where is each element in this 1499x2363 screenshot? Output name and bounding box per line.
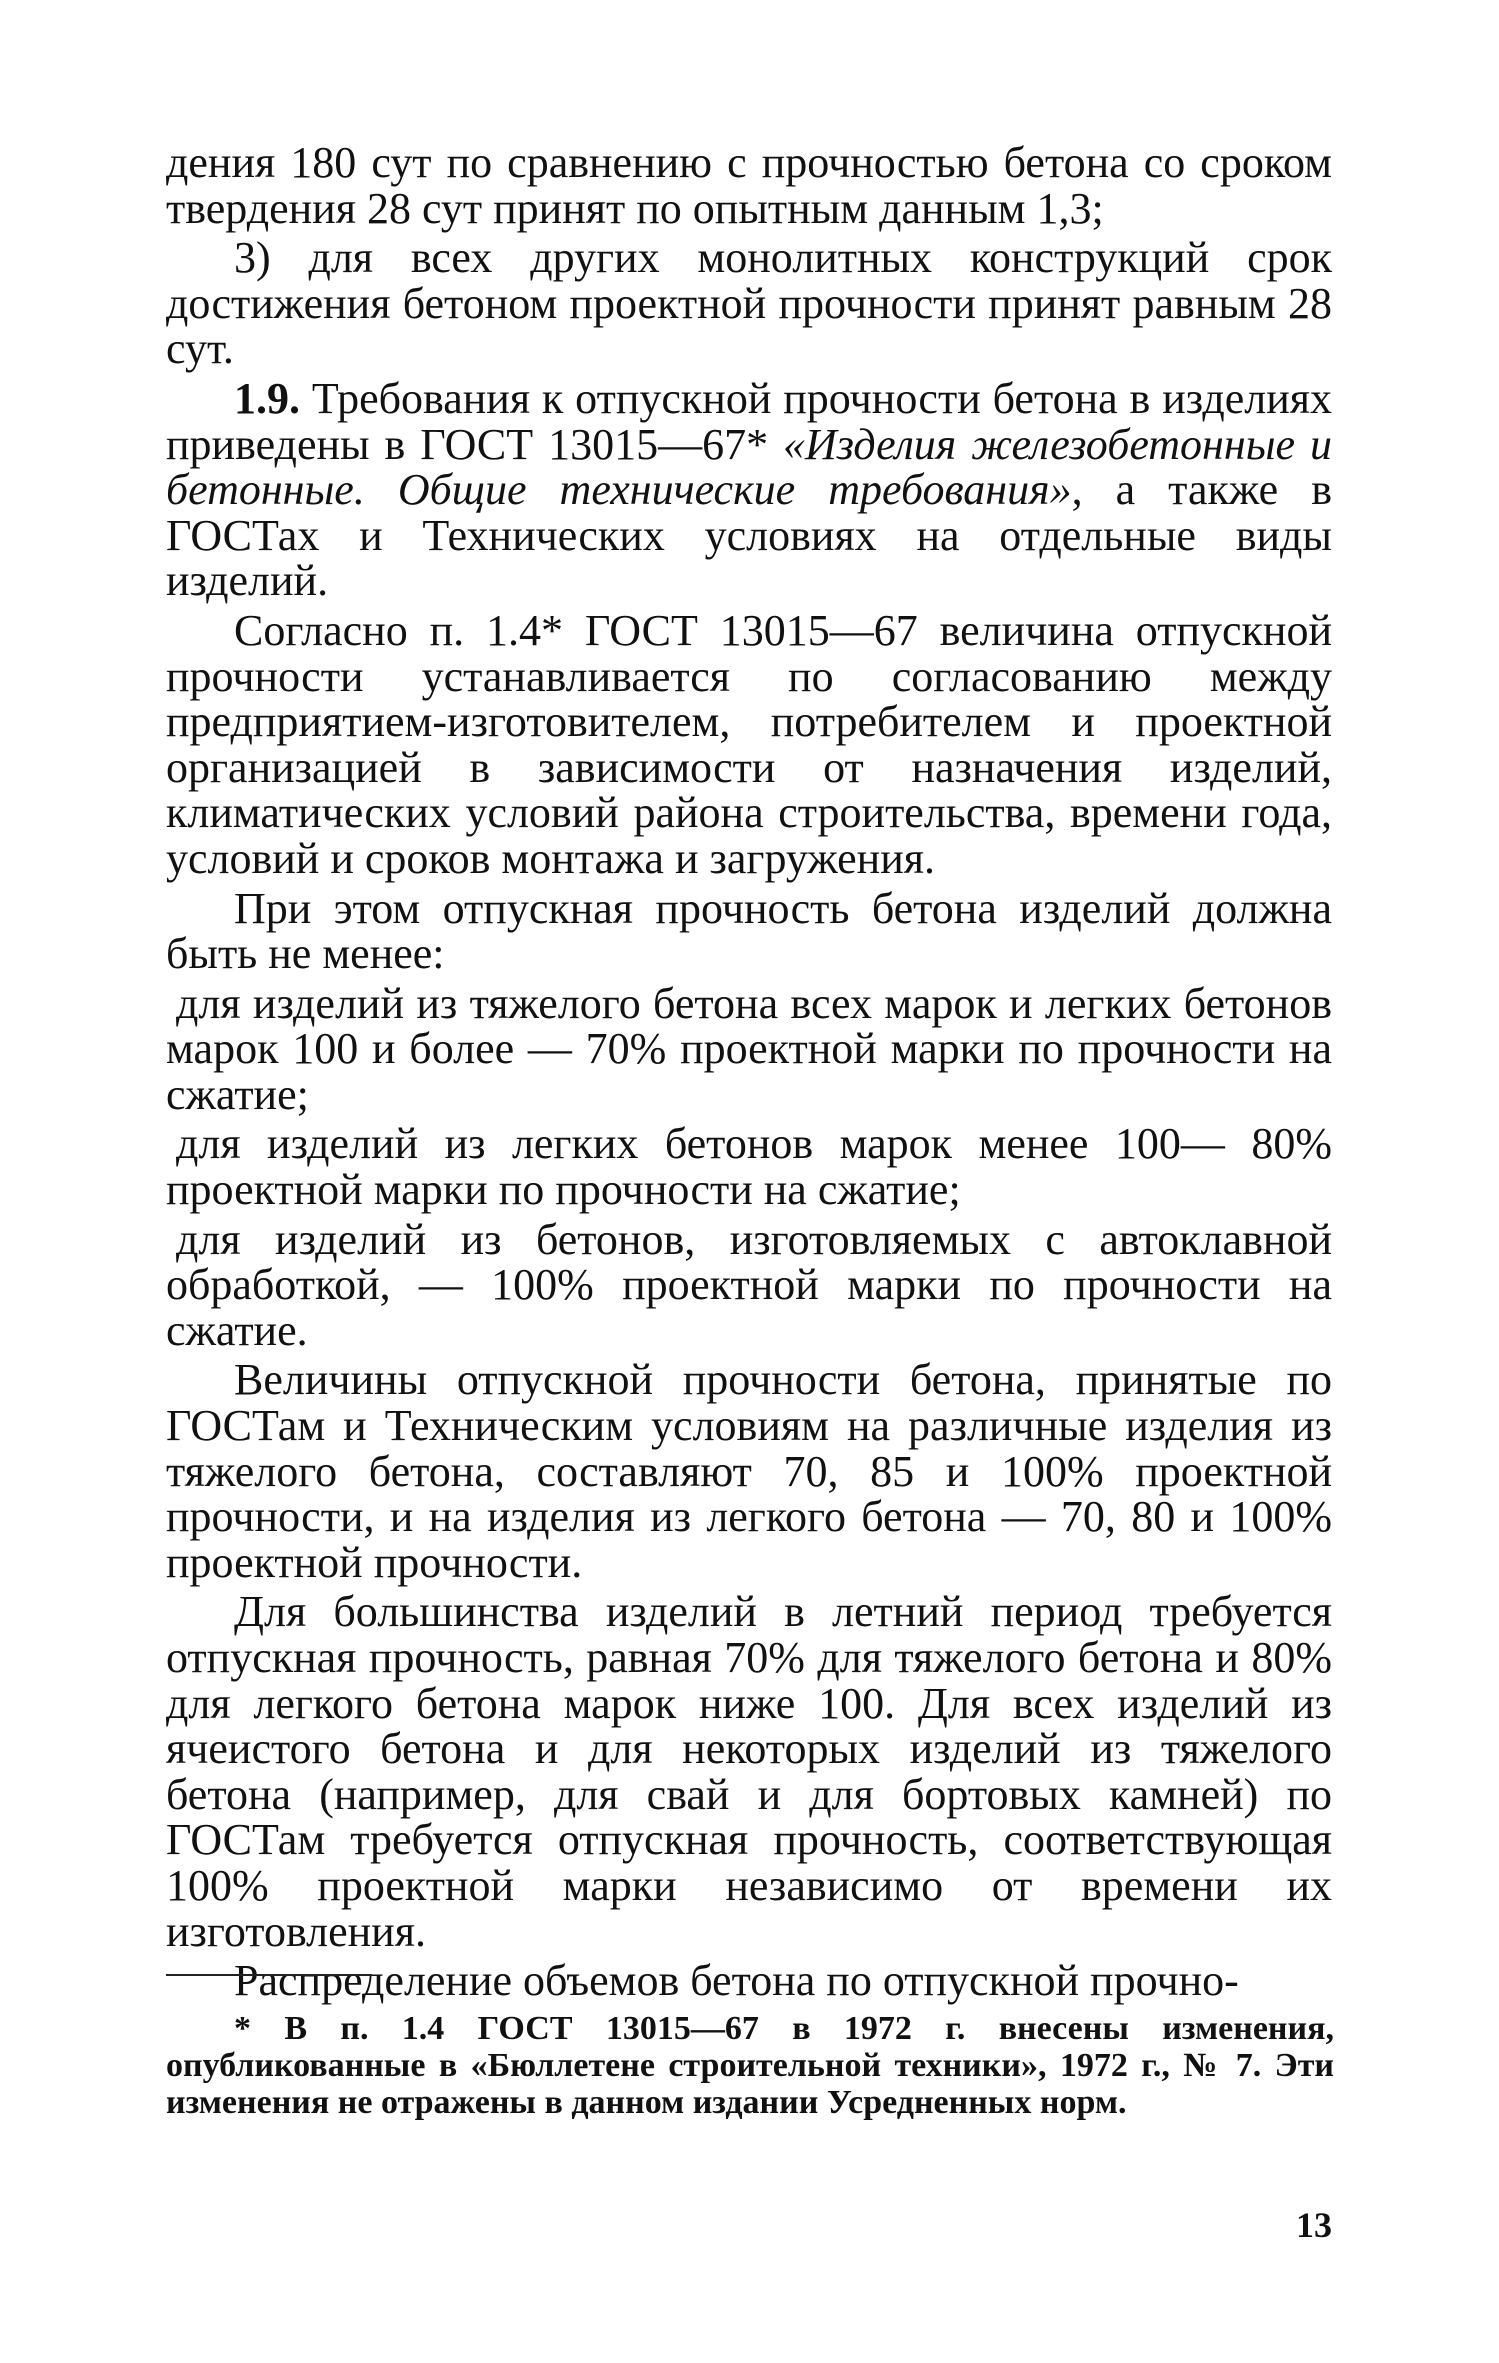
list-item-light-concrete: для изделий из легких бетонов марок менее 100— 80% проектной марки по прочности на сжатие; — [166, 1119, 1332, 1215]
footnote-text: * В п. 1.4 ГОСТ 13015—67 в 1972 г. внесены изменения, опубликованные в «Бюллетене строительной техники», 1972 г., № 7. Эти изменения не отражены в данном издании Усредненных норм. — [166, 2010, 1334, 2121]
paragraph-according: Согласно п. 1.4* ГОСТ 13015—67 величина отпускной прочности устанавливается по согласованию между предприятием-изготовителем, потребителем и проектной организацией в зависимости от назначения изделий, климатических условий района строительства, времени года, условий и сроков монтажа и загружения. — [166, 605, 1332, 883]
section-text-before: Требования к отпускной прочности бетона в изделиях приведены в ГОСТ 13015—67* — [166, 373, 1332, 469]
standard-title: «Изделия железобетонные и бетонные. Общие технические требования» — [166, 419, 1332, 515]
paragraph-section-1-9 — [166, 373, 1332, 606]
section-text-after: , а также в ГОСТах и Технических условиях на отдельные виды изделий. — [166, 465, 1332, 606]
paragraph-continuation: дения 180 сут по сравнению с прочностью бетона со сроком твердения 28 сут принят по опытным данным 1,3; — [166, 138, 1332, 233]
list-item-autoclave: для изделий из бетонов, изготовляемых с автоклавной обработкой, — 100% проектной марки по прочности на сжатие. — [166, 1214, 1332, 1355]
paragraph-summer: Для большинства изделий в летний период требуется отпускная прочность, равная 70% для тяжелого бетона и 80% для легкого бетона марок ниже 100. Для всех изделий из ячеистого бетона и для некоторых изделий из тяжелого бетона (например, для свай и для бортовых камней) по ГОСТам требуется отпускная прочность, соответствующая 100% проектной марки независимо от времени их изготовления. — [166, 1587, 1332, 1956]
footnote — [166, 2010, 1334, 2121]
page-number: 13 — [1296, 2205, 1332, 2245]
paragraph-distribution: Распределение объемов бетона по отпускной прочно- — [234, 1956, 1239, 2006]
paragraph-item-3: 3) для всех других монолитных конструкций срок достижения бетоном проектной прочности принят равным 28 сут. — [166, 233, 1332, 374]
paragraph-values: Величины отпускной прочности бетона, принятые по ГОСТам и Техническим условиям на различные изделия из тяжелого бетона, составляют 70, 85 и 100% проектной прочности, и на изделия из легкого бетона — 70, 80 и 100% проектной прочности. — [166, 1355, 1332, 1587]
page-body — [166, 140, 1332, 2008]
footnote-divider — [166, 1974, 372, 1976]
list-item-heavy-concrete: для изделий из тяжелого бетона всех марок и легких бетонов марок 100 и более — 70% проектной марки по прочности на сжатие; — [166, 978, 1332, 1119]
section-number: 1.9. — [234, 373, 300, 423]
paragraph-minimum-strength: При этом отпускная прочность бетона изделий должна быть не менее: — [166, 883, 1332, 979]
